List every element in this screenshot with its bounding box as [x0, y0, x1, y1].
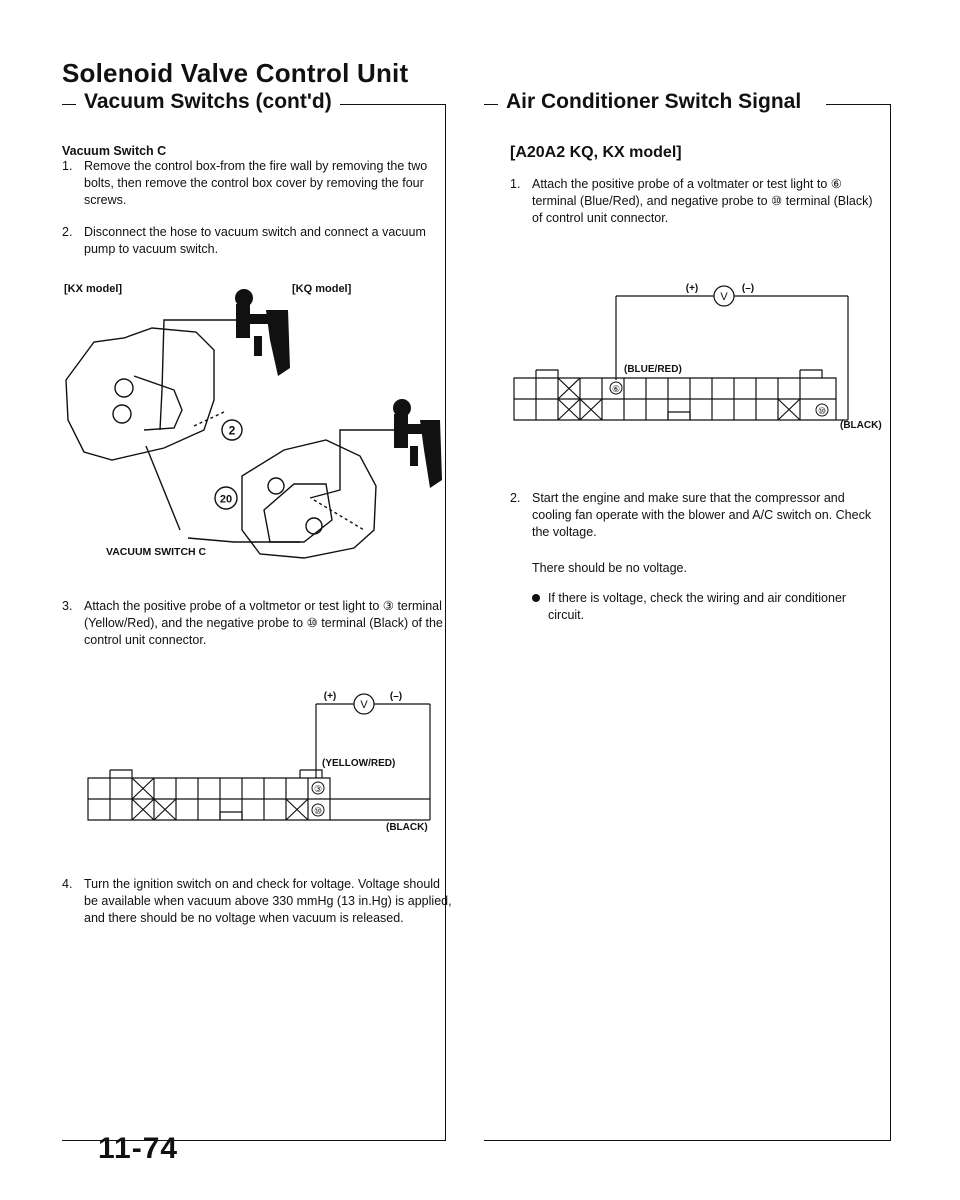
- step-text: Attach the positive probe of a voltmetor or test light to ③ terminal (Yellow/Red), and the negative probe to ⑩ terminal (Black) of the control unit connector.: [84, 599, 443, 647]
- step-text: Start the engine and make sure that the compressor and cooling fan operate with the blower and A/C switch on. Check the voltage.: [532, 491, 872, 539]
- right-step-1: [510, 176, 880, 230]
- terminal-3-label: ③: [313, 784, 323, 794]
- meter-symbol: V: [360, 699, 368, 711]
- leader-kx: [146, 446, 180, 530]
- wire-color-label: (YELLOW/RED): [322, 758, 396, 769]
- kq-bracket: [264, 484, 332, 542]
- right-header-rule-left: [484, 104, 498, 105]
- connector-test-diagram-yellow-red: [86, 690, 446, 840]
- probe-plus-label: (+): [685, 283, 699, 294]
- kq-switch-lower: [306, 518, 322, 534]
- hose-kx: [160, 310, 242, 430]
- terminal-6-label: ⑥: [611, 384, 621, 394]
- kx-switch-upper: [115, 379, 133, 397]
- vacuum-pump-icon-2: [393, 399, 442, 488]
- right-header-rule-right: [826, 104, 891, 105]
- connector-latch-right: [800, 370, 822, 378]
- leader-kq: [188, 538, 300, 542]
- page-number: 11-74: [98, 1132, 179, 1165]
- step-text: Remove the control box-from the fire wall by removing the two bolts, then remove the control box cover by removing the four screws.: [84, 159, 428, 207]
- left-step-3: [62, 598, 454, 652]
- bullet-text: If there is voltage, check the wiring and air conditioner circuit.: [548, 591, 847, 622]
- vacuum-switch-illustration: [64, 280, 444, 590]
- bullet-item: [532, 590, 878, 624]
- kx-bracket: [134, 376, 182, 430]
- ground-label: (BLACK): [386, 822, 428, 833]
- no-voltage-note: There should be no voltage.: [532, 561, 687, 575]
- callout-2-label: 2: [228, 423, 236, 438]
- left-step-2: [62, 224, 454, 260]
- vacuum-switch-c-label: VACUUM SWITCH C: [106, 546, 207, 558]
- connector-latch-left: [536, 370, 558, 378]
- ground-label: (BLACK): [840, 420, 882, 431]
- connector-test-diagram-blue-red: [512, 280, 890, 432]
- wire-color-label: (BLUE/RED): [624, 364, 682, 375]
- left-header-rule-left: [62, 104, 76, 105]
- right-step-2: [510, 490, 880, 544]
- connector-latch-right: [300, 770, 322, 778]
- callout-20-label: 20: [219, 493, 233, 506]
- probe-plus-label: (+): [323, 691, 337, 702]
- page-title: Solenoid Valve Control Unit: [62, 58, 409, 88]
- left-step-1: [62, 158, 454, 212]
- left-step-4: [62, 876, 454, 948]
- vacuum-pump-icon-1: [235, 289, 290, 376]
- kx-control-box-outline: [66, 328, 214, 460]
- meter-symbol: V: [720, 291, 728, 303]
- probe-minus-label: (–): [741, 283, 755, 294]
- meter-leads-vertical: [616, 296, 848, 420]
- kq-switch-upper: [268, 478, 284, 494]
- kq-control-box-outline: [242, 440, 376, 558]
- kx-switch-lower: [113, 405, 131, 423]
- step-number: 1.: [510, 177, 521, 191]
- model-subheading: [A20A2 KQ, KX model]: [510, 144, 682, 161]
- step-number: 1.: [62, 159, 73, 173]
- step-text: Attach the positive probe of a voltmater or test light to ⑥ terminal (Blue/Red), and negative probe to ⑩ terminal (Black) of control unit connector.: [532, 177, 873, 225]
- fig-label-kq-model: [KQ model]: [292, 283, 352, 295]
- fig-label-kx-model: [KX model]: [64, 283, 123, 295]
- connector-latch-left: [110, 770, 132, 778]
- step-number: 2.: [510, 491, 521, 505]
- terminal-10-label: ⑩: [313, 806, 323, 816]
- right-section-header: Air Conditioner Switch Signal: [500, 90, 807, 114]
- left-section-header: Vacuum Switchs (cont'd): [78, 90, 338, 114]
- probe-minus-label: (–): [389, 691, 403, 702]
- vacuum-switch-c-heading: Vacuum Switch C: [62, 144, 167, 158]
- step-number: 4.: [62, 877, 73, 891]
- step-number: 3.: [62, 599, 73, 613]
- step-text: Turn the ignition switch on and check for voltage. Voltage should be available when vacuum above 330 mmHg (13 in.Hg) is applied, and there should be no voltage when vacuum is released.: [84, 877, 452, 925]
- terminal-10-label: ⑩: [817, 406, 827, 416]
- left-header-rule-right: [340, 104, 446, 105]
- step-number: 2.: [62, 225, 73, 239]
- step-text: Disconnect the hose to vacuum switch and connect a vacuum pump to vacuum switch.: [84, 225, 426, 256]
- bullet-icon: [532, 594, 540, 602]
